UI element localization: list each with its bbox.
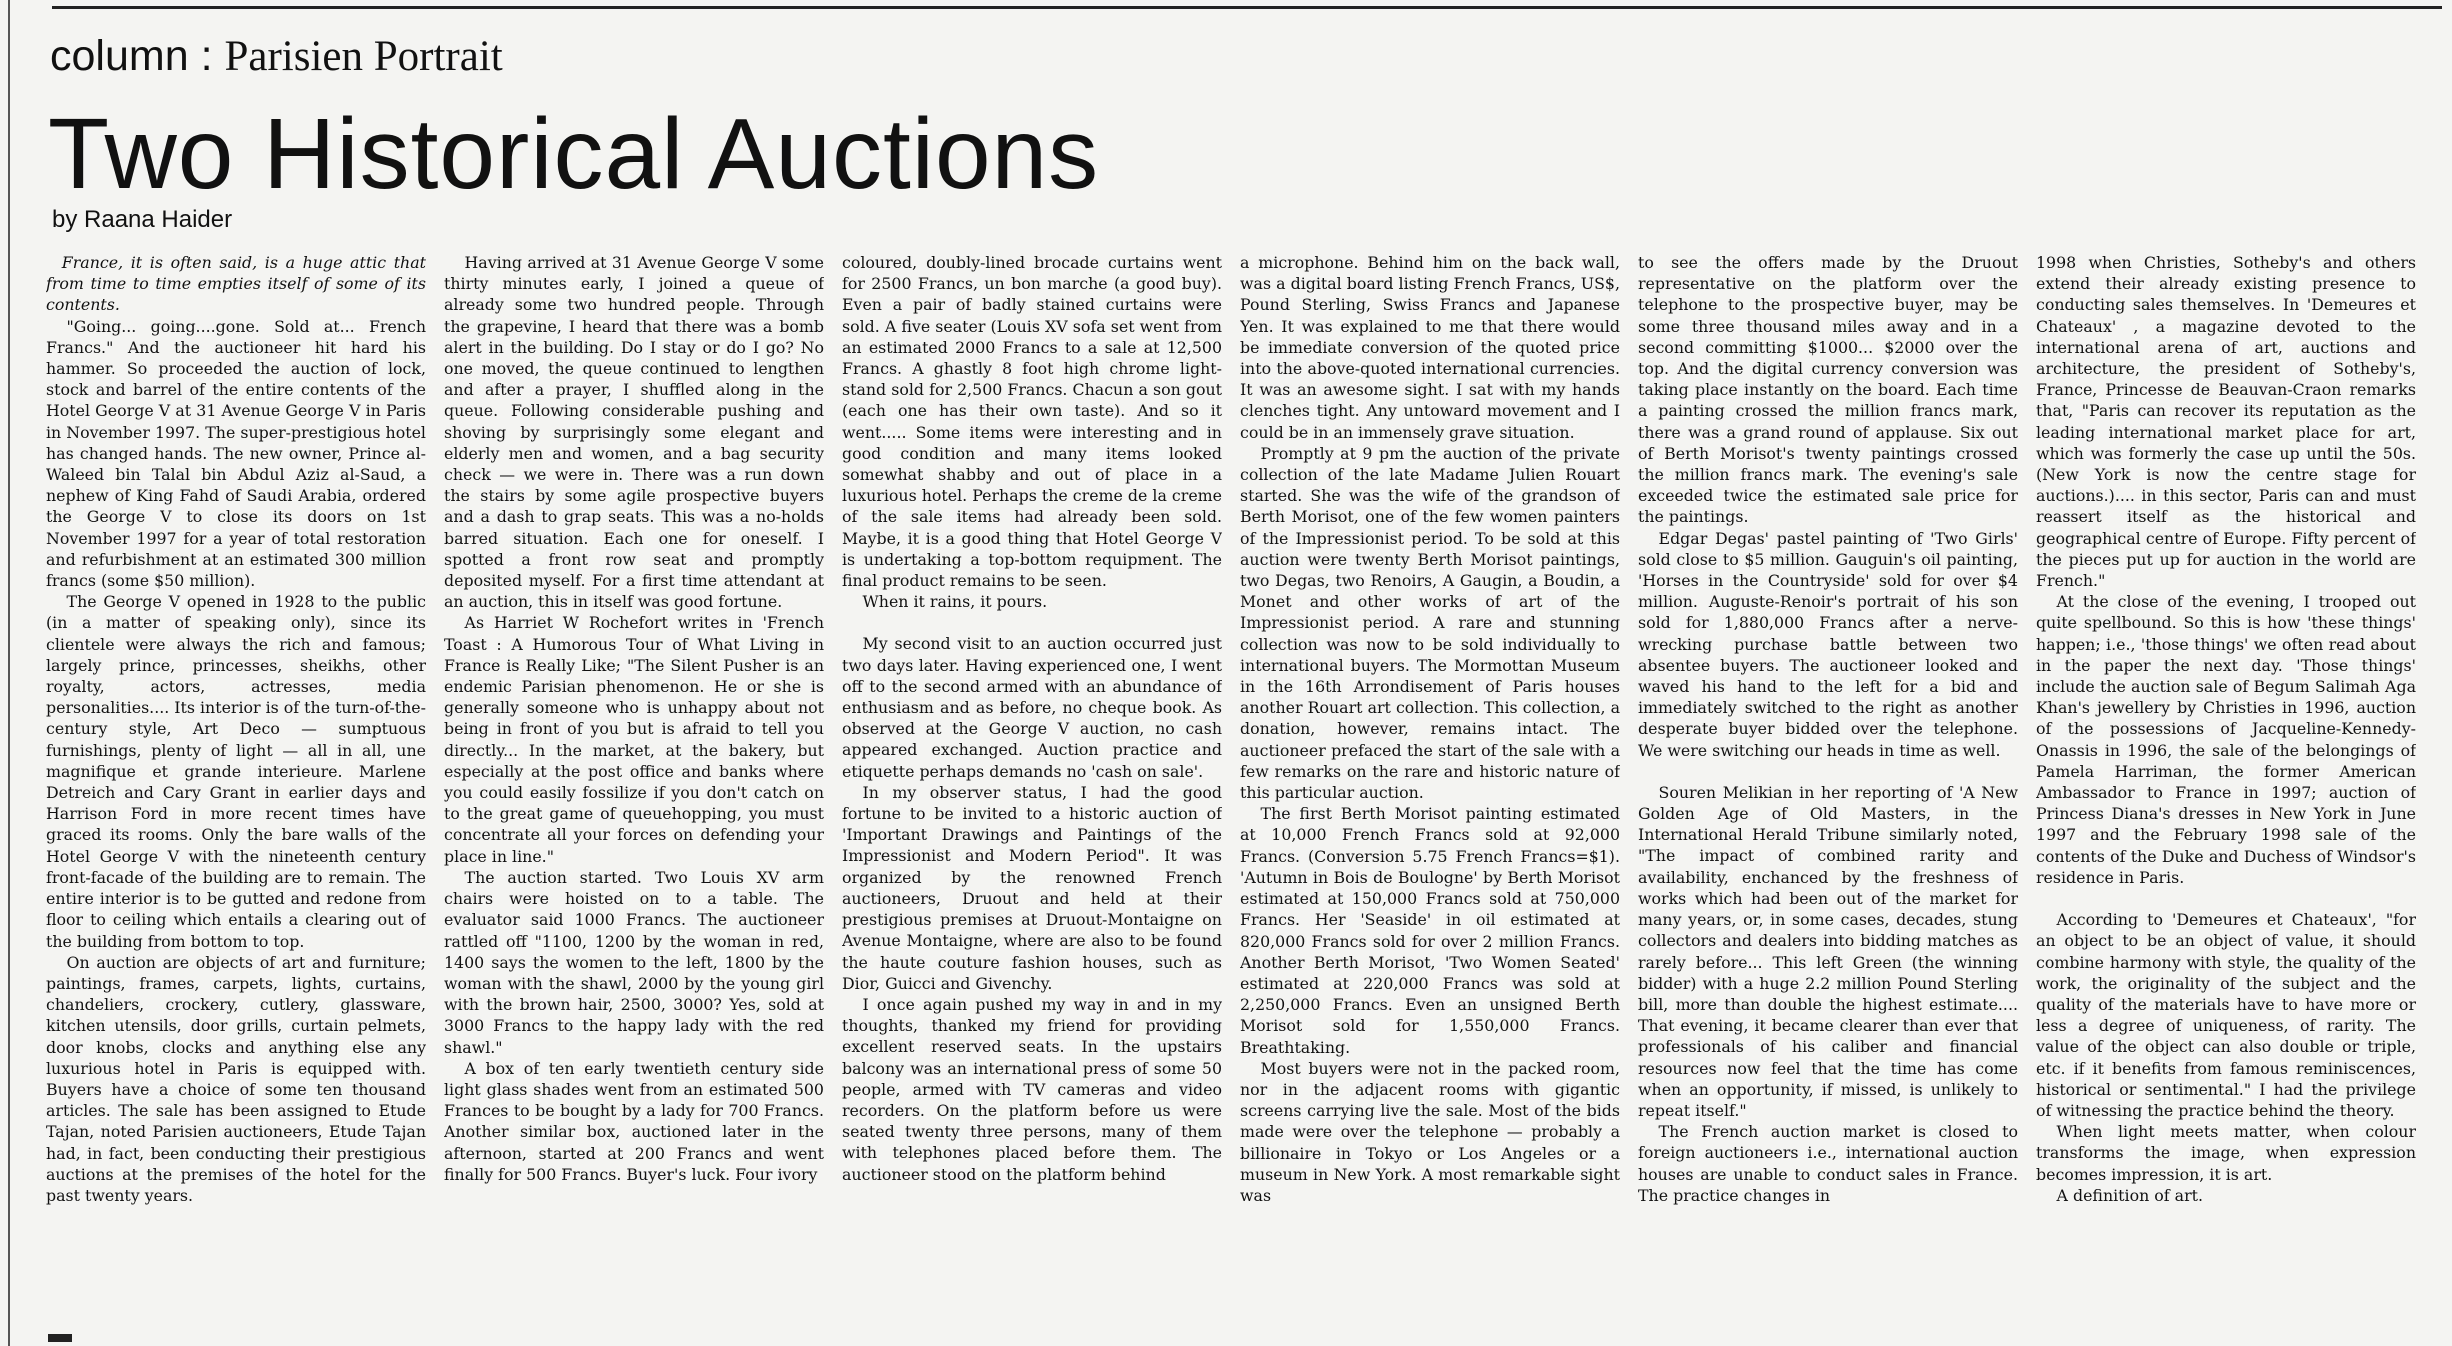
paragraph: The first Berth Morisot painting estimated at 10,000 French Francs sold at 92,000 Francs. (Conversion 5.75 French Francs=$1). 'Autumn in Bois de Boulogne' by Berth Morisot estimated at 150,000 Francs sold at 750,000 Francs. Her 'Seaside' in oil estimated at 820,000 Francs sold for over 2 million Francs. Another Berth Morisot, 'Two Women Seated' estimated at 220,000 Francs was sold at 2,250,000 Francs. Even an unsigned Berth Morisot sold for 1,550,000 Francs. Breathtaking.	[1240, 804, 1620, 1057]
paragraph: When it rains, it pours.	[862, 592, 1048, 612]
column-kicker	[50, 30, 503, 83]
text-column-6	[2036, 252, 2416, 1322]
page-footer-mark	[48, 1334, 72, 1342]
article-headline: Two Historical Auctions	[48, 98, 1100, 210]
page-edge-rule	[8, 0, 10, 1346]
paragraph: Edgar Degas' pastel painting of 'Two Girls' sold close to $5 million. Gauguin's oil painting, 'Horses in the Countryside' sold for over $4 million. Auguste-Renoir's portrait of his son sold for 1,880,000 Francs after a nerve-wrecking purchase battle between two absentee buyers. The auctioneer looked and waved his hand to the left for a bid and immediately switched to the right as another desperate buyer bidded over the telephone. We were switching our heads in time as well.	[1638, 528, 2018, 760]
kicker-prefix: column :	[50, 32, 225, 80]
paragraph: Having arrived at 31 Avenue George V some thirty minutes early, I joined a queue of already some two hundred people. Through the grapevine, I heard that there was a bomb alert in the building. Do I stay or do I go? No one moved, the queue continued to lengthen and after a prayer, I shuffled along in the queue. Following considerable pushing and shoving by surprisingly some elegant and elderly men and women, and a bag security check — we were in. There was a run down the stairs by some agile prospective buyers and a dash to grap seats. This was a no-holds barred situation. Each one for oneself. I spotted a front row seat and promptly deposited myself. For a first time attendant at an auction, this in itself was good fortune.	[444, 253, 824, 612]
paragraph: When light meets matter, when colour transforms the image, when expression becomes impression, it is art.	[2036, 1122, 2416, 1184]
paragraph: a microphone. Behind him on the back wall, was a digital board listing French Francs, US$, Pound Sterling, Swiss Francs and Japanese Yen. It was explained to me that there would be immediate conversion of the quoted price into the above-quoted international currencies. It was an awesome sight. I sat with my hands clenches tight. Any untoward movement and I could be in an immensely grave situation.	[1240, 253, 1620, 442]
paragraph: Most buyers were not in the packed room, nor in the adjacent rooms with gigantic screens carrying live the sale. Most of the bids made were over the telephone — probably a billionaire in Tokyo or Los Angeles or a museum in New York. A most remarkable sight was	[1240, 1058, 1620, 1205]
paragraph: A box of ten early twentieth century side light glass shades went from an estimated 500 Frances to be bought by a lady for 700 Francs. Another similar box, auctioned later in the afternoon, started at 200 Francs and went finally for 500 Francs. Buyer's luck. Four ivory	[444, 1058, 824, 1184]
paragraph: The French auction market is closed to foreign auctioneers i.e., international auction houses are unable to conduct sales in France. The practice changes in	[1638, 1122, 2018, 1205]
text-column-1	[46, 252, 426, 1322]
text-column-4	[1240, 252, 1620, 1322]
paragraph: My second visit to an auction occurred just two days later. Having experienced one, I went off to the second armed with an abundance of enthusiasm and as before, no cheque book. As observed at the George V auction, no cash appeared exchanged. Auction practice and etiquette perhaps demands no 'cash on sale'.	[842, 634, 1222, 781]
article-body	[46, 252, 2422, 1322]
paragraph: 1998 when Christies, Sotheby's and others extend their already existing presence to conducting sales themselves. In 'Demeures et Chateaux' , a magazine devoted to the international arena of art, auctions and architecture, the president of Sotheby's, France, Princesse de Beauvan-Craon remarks that, "Paris can recover its reputation as the leading international market place for art, which was formerly the case up until the 50s. (New York is now the centre stage for auctions.).... in this sector, Paris can and must reassert itself as the historical and geographical centre of Europe. Fifty percent of the pieces put up for auction in the world are French."	[2036, 253, 2416, 591]
paragraph: Promptly at 9 pm the auction of the private collection of the late Madame Julien Rouart started. She was the wife of the grandson of Berth Morisot, one of the few women painters of the Impressionist period. To be sold at this auction were twenty Berth Morisot paintings, two Degas, two Renoirs, A Gaugin, a Boudin, a Monet and other works of art of the Impressionist period. A rare and stunning collection was now to be sold individually to international buyers. The Mormottan Museum in the 16th Arrondisement of Paris houses another Rouart art collection. This collection, a donation, however, remains intact. The auctioneer prefaced the start of the sale with a few remarks on the rare and historic nature of this particular auction.	[1240, 443, 1620, 803]
top-rule	[52, 6, 2442, 9]
paragraph: According to 'Demeures et Chateaux', "for an object to be an object of value, it should combine harmony with style, the quality of the work, the originality of the subject and the quality of the materials have to have more or less a degree of uniqueness, of rarity. The value of the object can also double or triple, etc. if it benefits from famous reminiscences, historical or sentimental." I had the privilege of witnessing the practice behind the theory.	[2036, 910, 2416, 1120]
text-column-5	[1638, 252, 2018, 1322]
text-column-2	[444, 252, 824, 1322]
paragraph: coloured, doubly-lined brocade curtains went for 2500 Francs, un bon marche (a good buy). Even a pair of badly stained curtains were sold. A five seater (Louis XV sofa set went from an estimated 2000 Francs to a sale at 12,500 Francs. A ghastly 8 foot high chrome light-stand sold for 2,500 Francs. Chacun a son gout (each one has their own taste). And so it went..... Some items were interesting and in good condition and many items looked somewhat shabby and out of place in a luxurious hotel. Perhaps the creme de la creme of the sale items had already been sold. Maybe, it is a good thing that Hotel George V is undertaking a top-bottom requipment. The final product remains to be seen.	[842, 253, 1222, 591]
paragraph: As Harriet W Rochefort writes in 'French Toast : A Humorous Tour of What Living in France is Really Like; "The Silent Pusher is an endemic Parisian phenomenon. He or she is generally someone who is unhappy about not being in front of you but is afraid to tell you directly... In the market, at the bakery, but especially at the post office and banks where you could easily fossilize if you don't catch on to the great game of queuehopping, you must concentrate all your forces on defending your place in line."	[444, 613, 824, 866]
paragraph: At the close of the evening, I trooped out quite spellbound. So this is how 'these things' happen; i.e., 'those things' we often read about in the paper the next day. 'Those things' include the auction sale of Begum Salimah Aga Khan's jewellery by Christies in 1996, auction of the possessions of Jacqueline-Kennedy-Onassis in 1996, the sale of the belongings of Pamela Harriman, the former American Ambassador to France in 1997; auction of Princess Diana's dresses in New York in June 1997 and the February 1998 sale of the contents of the Duke and Duchess of Windsor's residence in Paris.	[2036, 592, 2416, 887]
paragraph: The George V opened in 1928 to the public (in a matter of speaking only), since its clientele were always the rich and famous; largely prince, princesses, sheikhs, other royalty, actors, actresses, media personalities.... Its interior is of the turn-of-the-century style, Art Deco — sumptuous furnishings, plenty of light — all in all, une magnifique et grande interieure. Marlene Detreich and Cary Grant in earlier days and Harrison Ford in more recent times have graced its rooms. Only the bare walls of the Hotel George V with the nineteenth century front-facade of the building are to remain. The entire interior is to be gutted and redone from floor to ceiling which entails a clearing out of the building from bottom to top.	[46, 592, 426, 951]
paragraph: I once again pushed my way in and in my thoughts, thanked my friend for providing excellent reserved seats. In the upstairs balcony was an international press of some 50 people, armed with TV cameras and video recorders. On the platform before us were seated twenty three persons, many of them with telephones placed before them. The auctioneer stood on the platform behind	[842, 994, 1222, 1184]
paragraph: The auction started. Two Louis XV arm chairs were hoisted on to a table. The evaluator said 1000 Francs. The auctioneer rattled off "1100, 1200 by the woman in red, 1400 says the women to the left, 1800 by the woman with the shawl, 2000 by the young girl with the brown hair, 2500, 3000? Yes, sold at 3000 Francs to the happy lady with the red shawl."	[444, 867, 824, 1057]
paragraph: On auction are objects of art and furniture; paintings, frames, carpets, lights, curtains, chandeliers, crockery, cutlery, glassware, kitchen utensils, door grills, curtain pelmets, door knobs, clocks and anything else any luxurious hotel in Paris is equipped with. Buyers have a choice of some ten thousand articles. The sale has been assigned to Etude Tajan, noted Parisien auctioneers, Etude Tajan had, in fact, been conducting their prestigious auctions at the premises of the hotel for the past twenty years.	[46, 952, 426, 1205]
paragraph: to see the offers made by the Druout representative on the platform over the telephone to the prospective buyer, may be some three thousand miles away and in a second committing $1000... $2000 over the top. And the digital currency conversion was taking place instantly on the board. Each time a painting crossed the million francs mark, there was a grand round of applause. Six out of Berth Morisot's twenty paintings crossed the million francs mark. The evening's sale exceeded twice the estimated sale price for the paintings.	[1638, 253, 2018, 527]
article-intro: France, it is often said, is a huge attic that from time to time empties itself of some of its contents.	[46, 253, 426, 315]
article-byline: by Raana Haider	[52, 206, 233, 233]
paragraph: In my observer status, I had the good fortune to be invited to a historic auction of 'Important Drawings and Paintings of the Impressionist and Modern Period". It was organized by the renowned French auctioneers, Druout and held at their prestigious premises at Druout-Montaigne on Avenue Montaigne, where are also to be found the haute couture fashion houses, such as Dior, Guicci and Givenchy.	[842, 782, 1222, 993]
kicker-section: Parisien Portrait	[224, 33, 503, 80]
paragraph: Souren Melikian in her reporting of 'A New Golden Age of Old Masters, in the International Herald Tribune similarly noted, "The impact of combined rarity and availability, enchanced by the freshness of works which had been out of the market for many years, or, in some cases, decades, stung collectors and dealers into bidding matches as rarely before... This left Green (the winning bidder) with a huge 2.2 million Pound Sterling bill, more than double the highest estimate.... That evening, it became clearer than ever that professionals of his caliber and financial resources now feel that the time has come when an opportunity, if missed, is unlikely to repeat itself."	[1638, 782, 2018, 1120]
text-column-3	[842, 252, 1222, 1322]
paragraph: A definition of art.	[2056, 1185, 2204, 1205]
paragraph: "Going... going....gone. Sold at... French Francs." And the auctioneer hit hard his hammer. So proceeded the auction of lock, stock and barrel of the entire contents of the Hotel George V at 31 Avenue George V in Paris in November 1997. The super-prestigious hotel has changed hands. The new owner, Prince al-Waleed bin Talal bin Abdul Aziz al-Saud, a nephew of King Fahd of Saudi Arabia, ordered the George V to close its doors on 1st November 1997 for a year of total restoration and refurbishment at an estimated 300 million francs (some $50 million).	[46, 316, 426, 591]
